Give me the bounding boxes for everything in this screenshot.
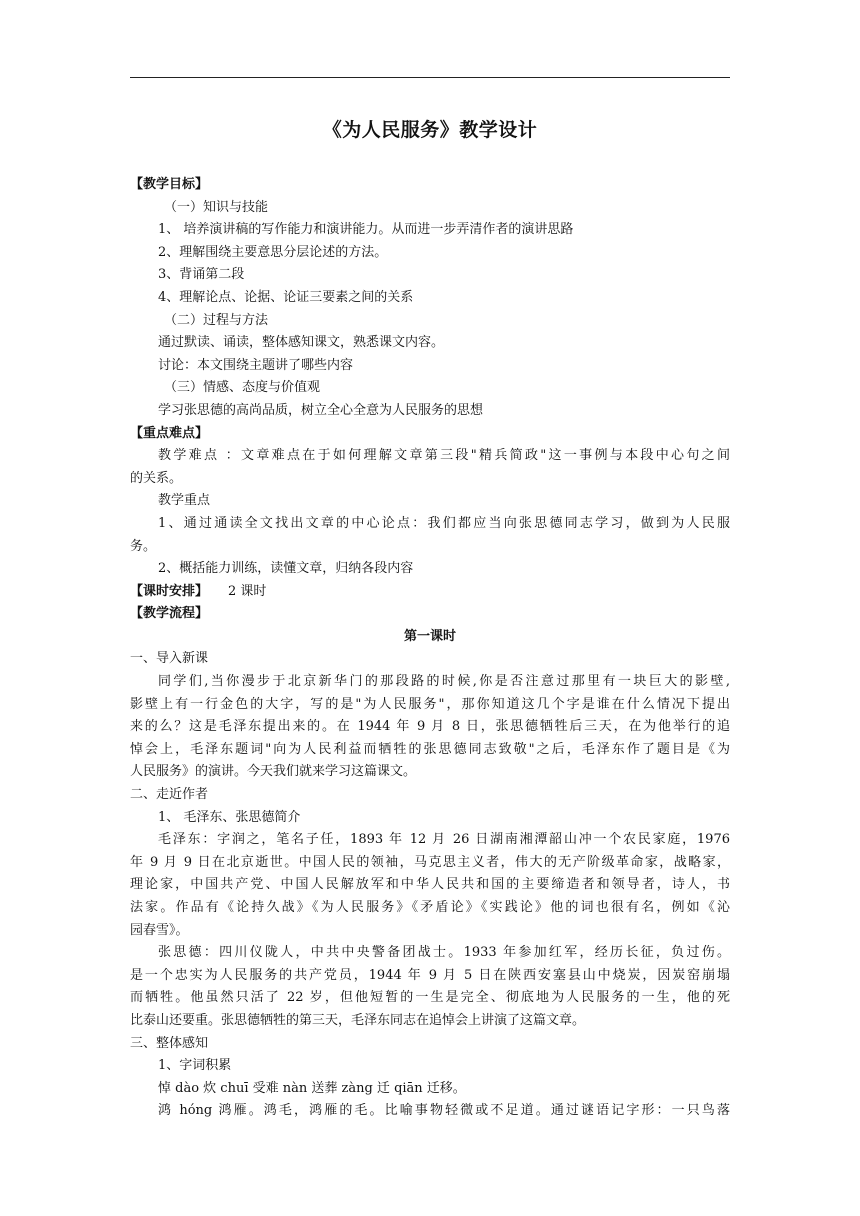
paragraph-line: 毛泽东：字润之，笔名子任，1893 年 12 月 26 日湖南湘潭韶山冲一个农民家庭，1976 [158,832,730,848]
document-body [130,174,730,1123]
process-heading: （二）过程与方法 [164,312,269,328]
knowledge-item: 4、理解论点、论据、论证三要素之间的关系 [158,289,414,305]
section-heading: 三、整体感知 [130,1035,209,1051]
difficulty-line: 的关系。 [130,470,183,486]
schedule-heading: 【课时安排】 [130,583,209,599]
flow-heading: 【教学流程】 [130,606,209,622]
paragraph-line: 同学们,当你漫步于北京新华门的那段路的时候,你是否注意过那里有一块巨大的影壁, [158,674,730,690]
header-rule [130,77,730,78]
paragraph-line: 年 9 月 9 日在北京逝世。中国人民的领袖，马克思主义者，伟大的无产阶级革命家，战略家， [130,854,730,870]
schedule-value: 2 课时 [228,583,267,599]
sub-heading: 1、 毛泽东、张思德简介 [158,809,301,825]
process-item: 讨论：本文围绕主题讲了哪些内容 [158,357,354,373]
key-points-heading: 【重点难点】 [130,425,209,441]
process-item: 通过默读、诵读，整体感知课文，熟悉课文内容。 [158,335,445,351]
section-heading: 一、导入新课 [130,651,209,667]
knowledge-item: 2、理解围绕主要意思分层论述的方法。 [158,244,388,260]
focus-line: 1、通过通读全文找出文章的中心论点：我们都应当向张思德同志学习，做到为人民服 [158,515,730,531]
lesson-title: 第一课时 [403,628,456,644]
paragraph-line: 是一个忠实为人民服务的共产党员，1944 年 9 月 5 日在陕西安塞县山中烧炭，因炭窑崩塌 [130,967,730,983]
paragraph-line: 悼会上，毛泽东题词"向为人民利益而牺牲的张思德同志致敬"之后，毛泽东作了题目是《为 [130,741,730,757]
paragraph-line: 鸿 hóng 鸿雁。鸿毛，鸿雁的毛。比喻事物轻微或不足道。通过谜语记字形：一只鸟落 [158,1103,730,1119]
paragraph-line: 张思德：四川仪陇人，中共中央警备团战士。1933 年参加红军，经历长征，负过伤。 [158,945,730,961]
paragraph-line: 比泰山还要重。张思德牺牲的第三天，毛泽东同志在追悼会上讲演了这篇文章。 [130,1012,586,1028]
difficulty-line: 教学难点 ：文章难点在于如何理解文章第三段"精兵简政"这一事例与本段中心句之间 [158,448,730,464]
paragraph-line: 法家。作品有《论持久战》《为人民服务》《矛盾论》《实践论》他的词也很有名，例如《沁 [130,900,730,915]
knowledge-item: 3、背诵第二段 [158,267,245,283]
section-heading: 二、走近作者 [130,787,209,803]
document-title: 《为人民服务》教学设计 [322,119,538,141]
objectives-heading: 【教学目标】 [130,177,209,192]
paragraph-line: 理论家，中国共产党、中国人民解放军和中华人民共和国的主要缔造者和领导者，诗人，书 [130,877,730,893]
emotion-heading: （三）情感、态度与价值观 [164,380,321,396]
focus-item: 2、概括能力训练，读懂文章，归纳各段内容 [158,561,414,577]
paragraph-line: 影壁上有一行金色的大字，写的是"为人民服务"，那你知道这几个字是谁在什么情况下提出 [130,696,730,712]
emotion-item: 学习张思德的高尚品质，树立全心全意为人民服务的思想 [158,402,484,418]
knowledge-heading: （一）知识与技能 [164,199,269,215]
paragraph-line: 而牺牲。他虽然只活了 22 岁，但他短暂的一生是完全、彻底地为人民服务的一生，他的死 [130,990,730,1006]
paragraph-line: 来的么？这是毛泽东提出来的。在 1944 年 9 月 8 日，张思德牺牲后三天，在为他举行的追 [130,719,730,735]
sub-heading: 1、字词积累 [158,1058,232,1074]
focus-heading: 教学重点 [158,493,211,509]
paragraph-line: 园春雪》。 [130,922,189,938]
knowledge-item: 1、 培养演讲稿的写作能力和演讲能力。从而进一步弄清作者的演讲思路 [158,222,574,238]
focus-line: 务。 [130,538,157,554]
schedule-row [130,581,730,604]
vocab-line: 悼 dào 炊 chuī 受难 nàn 送葬 zàng 迁 qiān 迁移。 [158,1080,466,1096]
paragraph-line: 人民服务》的演讲。今天我们就来学习这篇课文。 [130,764,417,780]
